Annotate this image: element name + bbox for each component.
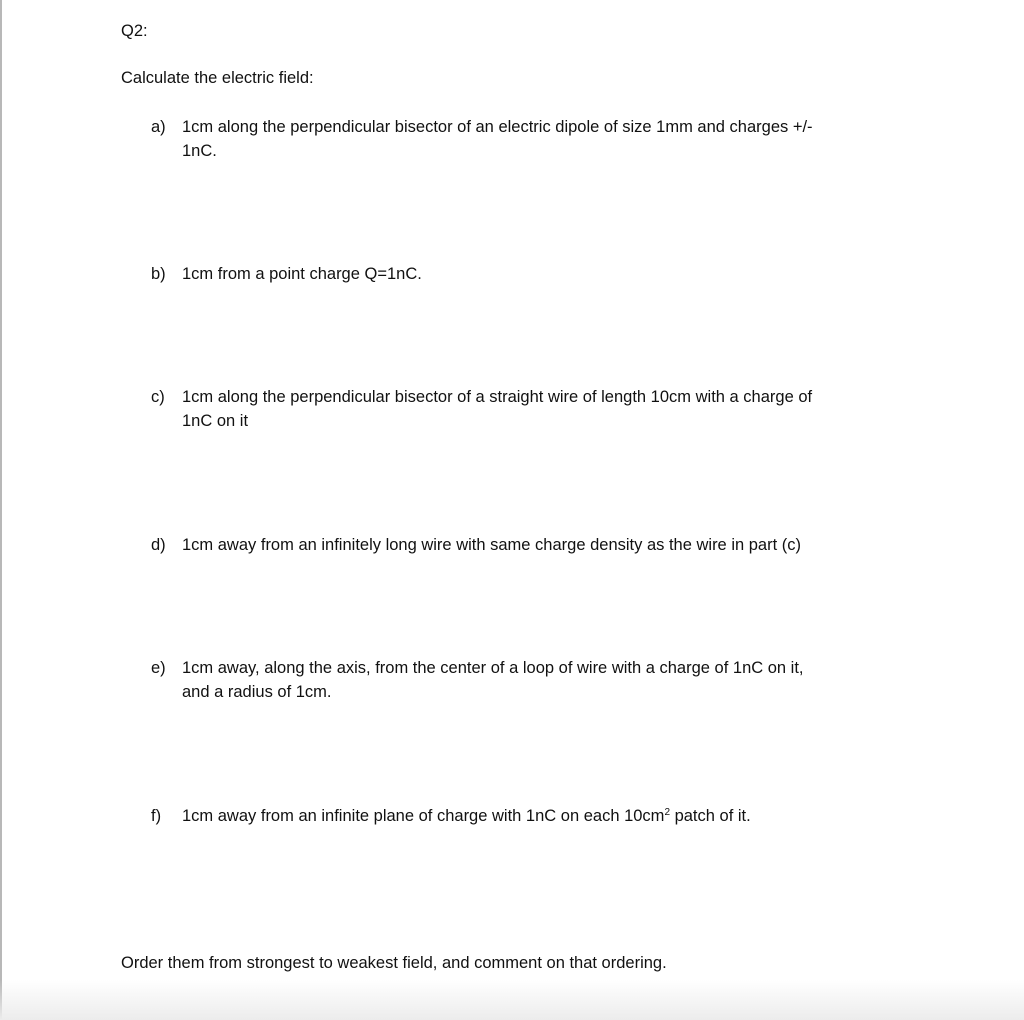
item-line-end: patch of it.	[670, 807, 751, 825]
item-line: and a radius of 1cm.	[182, 683, 332, 701]
item-letter: c)	[151, 388, 165, 406]
superscript-exponent: 2	[664, 807, 670, 818]
item-text	[182, 262, 422, 286]
item-line: 1cm away, along the axis, from the center of a loop of wire with a charge of 1nC on it,	[182, 659, 804, 677]
item-line-start: 1cm away from an infinite plane of charge with 1nC on each 10cm	[182, 807, 665, 825]
page-bottom-shadow	[0, 980, 1024, 1020]
question-label: Q2:	[121, 22, 148, 40]
item-text	[182, 385, 812, 433]
item-text	[182, 656, 804, 704]
item-line: 1cm away from an infinitely long wire with same charge density as the wire in part (c)	[182, 536, 801, 554]
item-text	[182, 804, 751, 828]
item-text	[182, 533, 801, 557]
item-line: 1nC.	[182, 142, 217, 160]
page-left-edge	[0, 0, 2, 1020]
item-line	[182, 804, 751, 828]
item-letter: d)	[151, 536, 166, 554]
item-letter: a)	[151, 118, 166, 136]
item-letter: b)	[151, 265, 166, 283]
instruction-text: Calculate the electric field:	[121, 69, 314, 87]
item-line: 1cm along the perpendicular bisector of a straight wire of length 10cm with a charge of	[182, 388, 813, 406]
item-line: 1cm from a point charge Q=1nC.	[182, 265, 422, 283]
item-text	[182, 115, 813, 163]
item-letter: e)	[151, 659, 166, 677]
closing-instruction: Order them from strongest to weakest field, and comment on that ordering.	[121, 954, 667, 972]
item-line: 1nC on it	[182, 412, 249, 430]
item-line: 1cm along the perpendicular bisector of an electric dipole of size 1mm and charges +/-	[182, 118, 813, 136]
item-letter: f)	[151, 807, 162, 825]
